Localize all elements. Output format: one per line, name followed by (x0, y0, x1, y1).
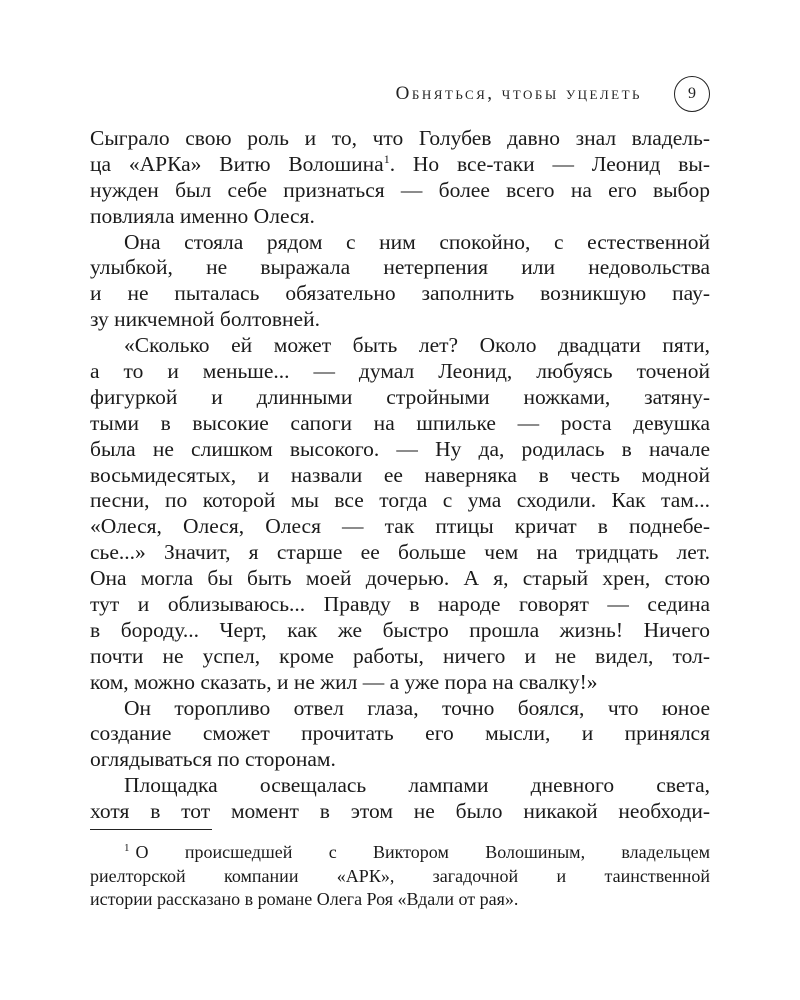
running-title: Обняться, чтобы уцелеть (395, 83, 642, 104)
footnote-line: истории рассказано в романе Олега Роя «Вдали от рая». (90, 889, 519, 909)
page-number: 9 (674, 76, 710, 112)
text-line: Он торопливо отвел глаза, точно боялся, что юное (124, 695, 710, 720)
text-line: восьмидесятых, и назвали ее наверняка в честь модной (90, 462, 710, 487)
text-line: сье...» Значит, я старше ее больше чем на тридцать лет. (90, 540, 710, 565)
body-text (90, 126, 710, 825)
text-segment: . Но все-таки — Леонид вы- (389, 151, 710, 176)
footnote-line (90, 841, 710, 865)
footnote-reference[interactable]: 1 (383, 151, 390, 166)
text-line: песни, по которой мы все тогда с ума сходили. Как там... (90, 488, 710, 513)
text-line: Сыграло свою роль и то, что Голубев давно знал владель- (90, 126, 710, 150)
text-line: «Олеся, Олеся, Олеся — так птицы кричат в поднебе- (90, 514, 710, 539)
running-head (90, 76, 710, 112)
footnote-marker: 1 (124, 842, 130, 854)
text-line: нужден был себе признаться — более всего на его выбор (90, 177, 710, 202)
footnote (90, 841, 710, 912)
text-line: оглядываться по сторонам. (90, 747, 336, 772)
text-line: хотя в тот момент в этом не было никакой необходи- (90, 799, 710, 824)
footnote-text: О происшедшей с Виктором Волошиным, владельцем (135, 842, 710, 862)
text-line: зу никчемной болтовней. (90, 307, 320, 332)
text-line (90, 152, 710, 178)
text-line: тут и облизываюсь... Правду в народе говорят — седина (90, 592, 710, 617)
text-segment: ца «АРКа» Витю Волошина (90, 151, 384, 176)
text-line: создание сможет прочитать его мысли, и принялся (90, 721, 710, 746)
text-line: «Сколько ей может быть лет? Около двадцати пяти, (124, 333, 710, 358)
text-line: почти не успел, кроме работы, ничего и не видел, тол- (90, 643, 710, 668)
text-line: повлияла именно Олеся. (90, 203, 315, 228)
text-line: фигуркой и длинными стройными ножками, затяну- (90, 384, 710, 409)
text-line: ком, можно сказать, и не жил — а уже пора на свалку!» (90, 669, 598, 694)
footnote-divider (90, 829, 212, 830)
text-line: Она могла бы быть моей дочерью. А я, старый хрен, стою (90, 566, 710, 591)
text-line: тыми в высокие сапоги на шпильке — роста девушка (90, 410, 710, 435)
footnote-line: риелторской компании «АРК», загадочной и таинственной (90, 865, 710, 886)
text-line: и не пыталась обязательно заполнить возникшую пау- (90, 281, 710, 306)
text-line: а то и меньше... — думал Леонид, любуясь точеной (90, 359, 710, 384)
text-line: Она стояла рядом с ним спокойно, с естественной (124, 229, 710, 254)
text-line: Площадка освещалась лампами дневного света, (124, 773, 710, 798)
text-line: была не слишком высокого. — Ну да, родилась в начале (90, 436, 710, 461)
text-line: в бороду... Черт, как же быстро прошла жизнь! Ничего (90, 617, 710, 642)
text-line: улыбкой, не выражала нетерпения или недовольства (90, 255, 710, 280)
